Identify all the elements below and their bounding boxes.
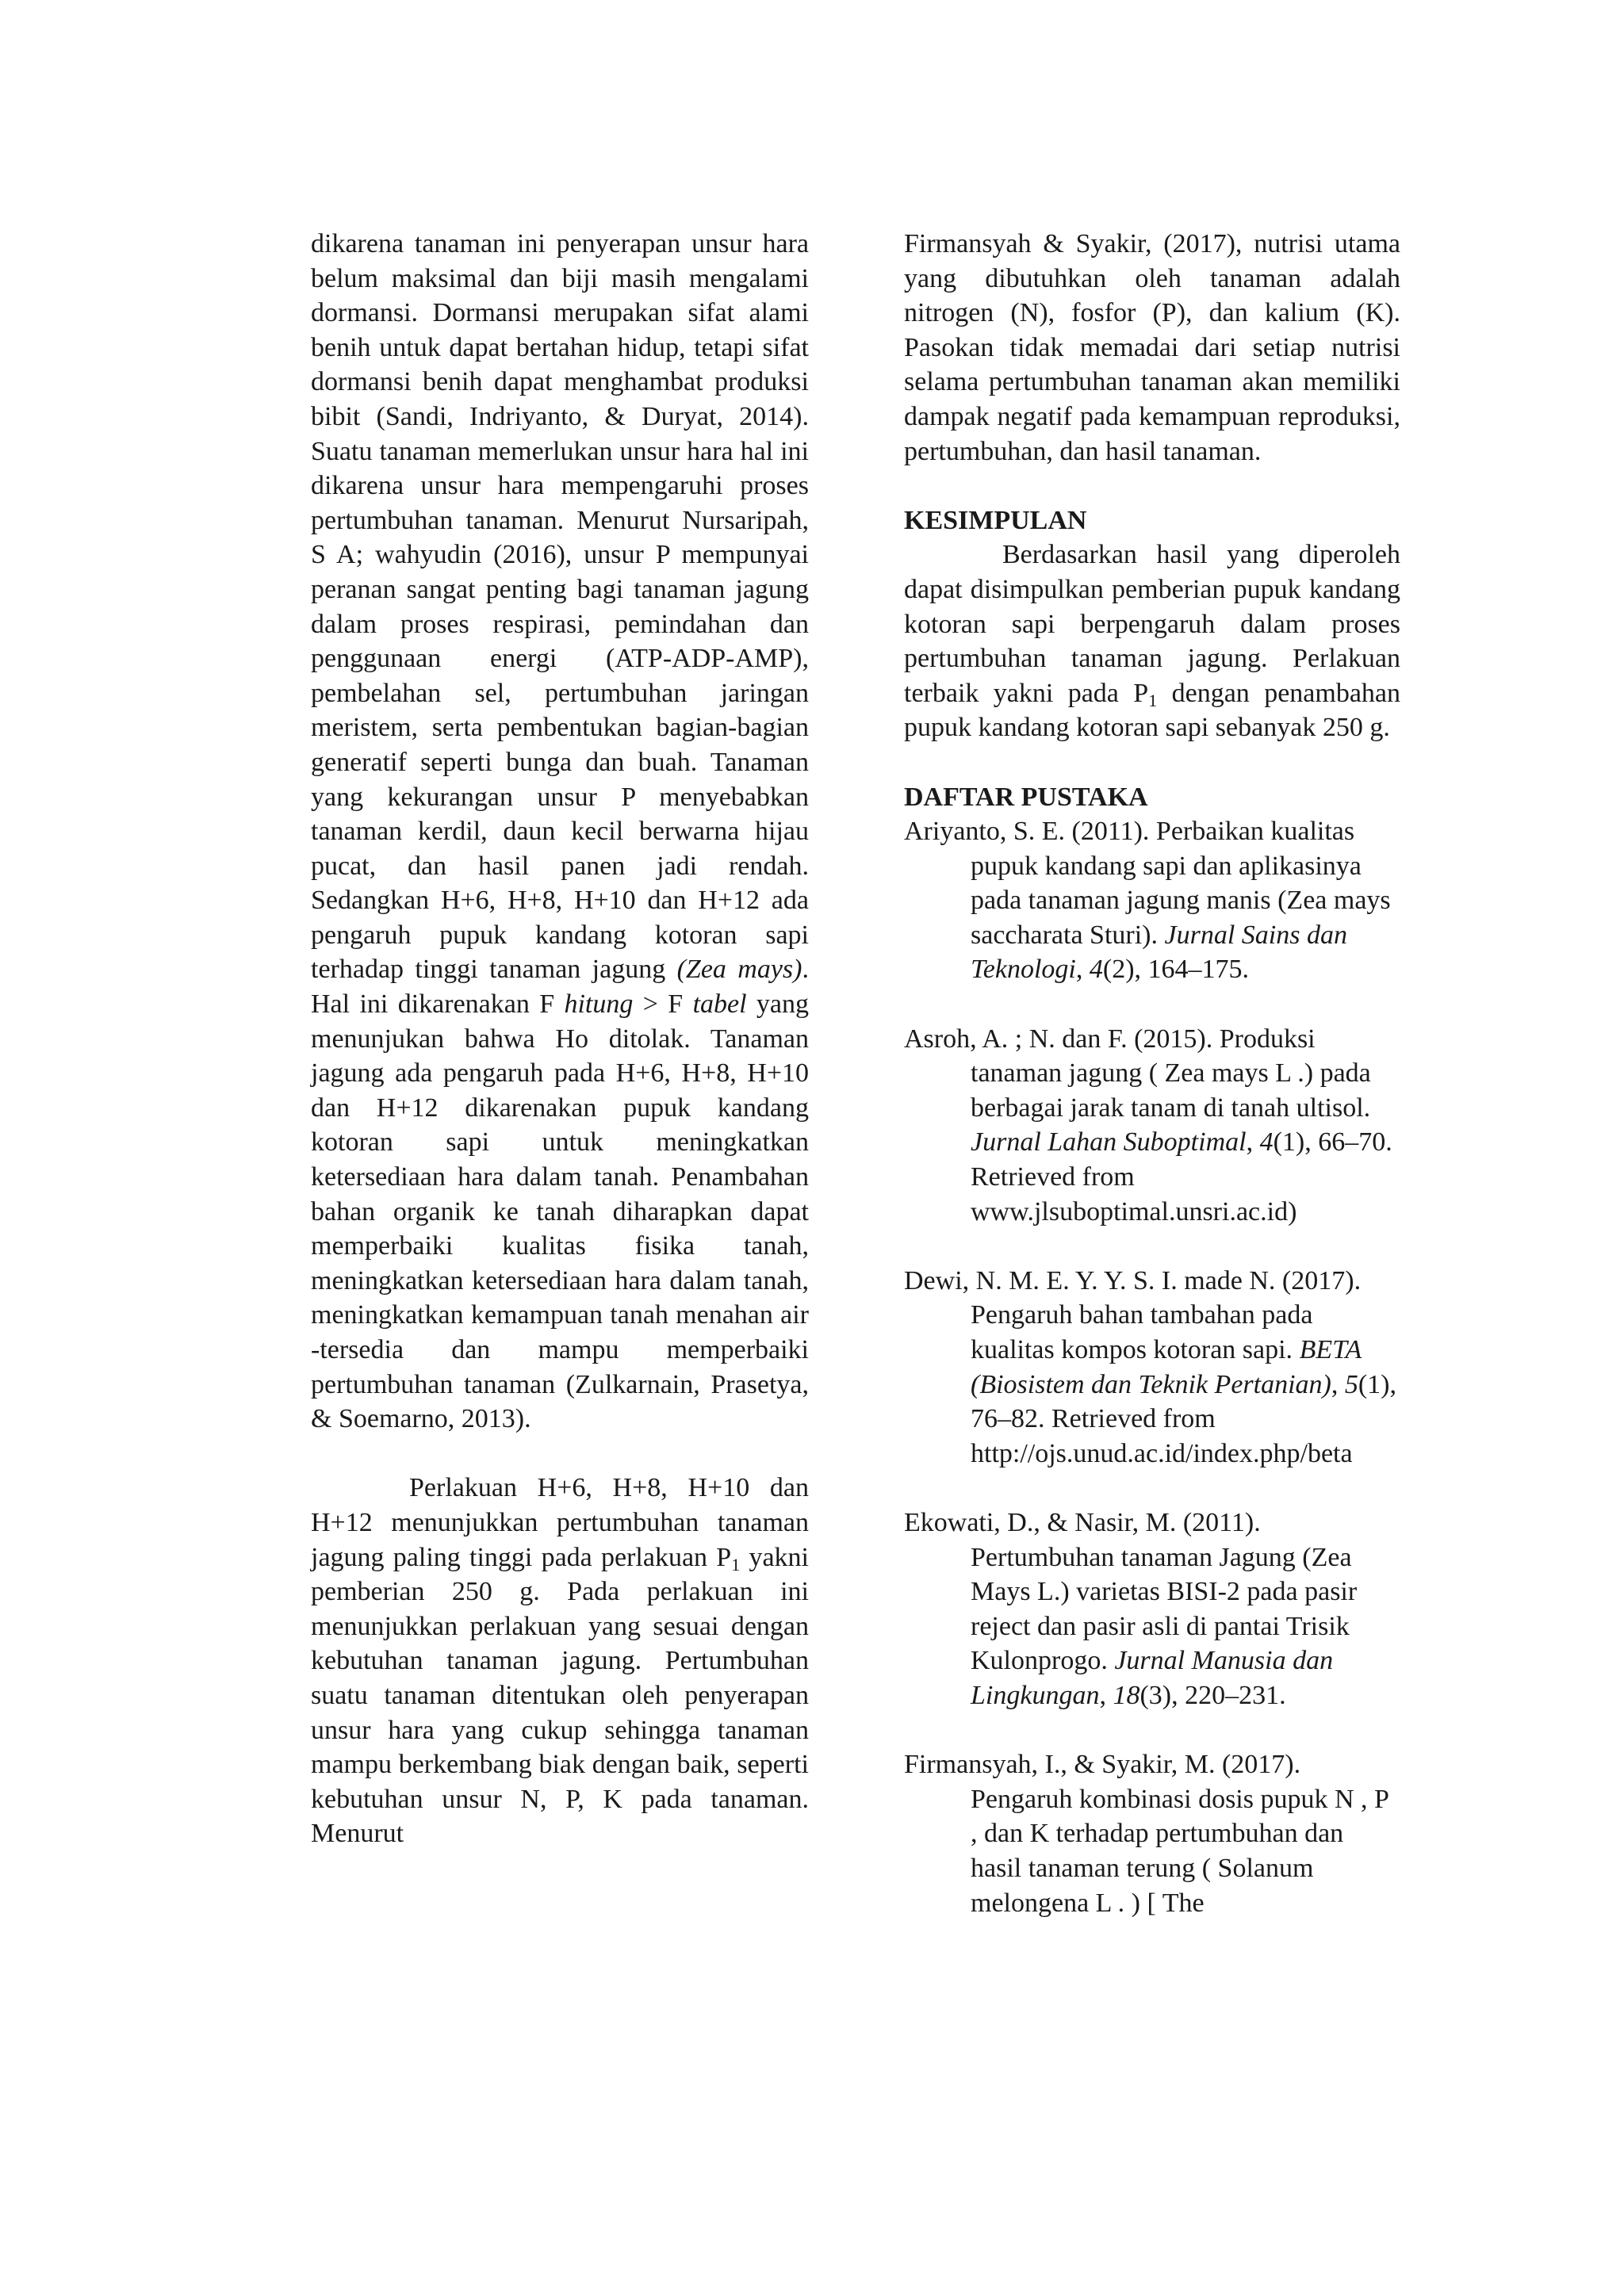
text-run: yang menunjukan bahwa Ho ditolak. Tanaman jagung ada pengaruh pada H+6, H+8, H+10 dan H+12 dikarenakan pupuk kandang kotoran sapi untuk meningkatkan ketersediaan hara dalam tanah. Penambahan bahan organik ke tanah diharapkan dapat memperbaiki kualitas fisika tanah, meningkatkan ketersediaan hara dalam tanah, meningkatkan kemampuan tanah menahan air -tersedia dan mampu memperbaiki pertumbuhan tanaman (Zulkarnain, Prasetya, & Soemarno, 2013). bbox=[311, 989, 809, 1434]
italic-term: hitung bbox=[564, 989, 634, 1020]
paragraph-gap bbox=[904, 745, 1400, 780]
body-paragraph: Firmansyah & Syakir, (2017), nutrisi utama yang dibutuhkan oleh tanaman adalah nitrogen (N), fosfor (P), dan kalium (K). Pasokan tidak memadai dari setiap nutrisi selama pertumbuhan tanaman akan memiliki dampak negatif pada kemampuan reproduksi, pertumbuhan, dan hasil tanaman. bbox=[904, 229, 1400, 466]
text-run: Berdasarkan hasil yang diperoleh dapat disimpulkan pemberian pupuk kandang kotoran sapi berpengaruh dalam proses pertumbuhan tanaman jagung. Perlakuan terbaik yakni pada P bbox=[904, 540, 1400, 708]
journal-volume: 5 bbox=[1344, 1369, 1358, 1399]
text-run: (3), 220–231. bbox=[1139, 1680, 1286, 1710]
text-run: dikarena tanaman ini penyerapan unsur hara belum maksimal dan biji masih mengalami dormansi. Dormansi merupakan sifat alami benih untuk dapat bertahan hidup, tetapi sifat dormansi benih dapat menghambat produksi bibit (Sandi, Indriyanto, & Duryat, 2014). Suatu tanaman memerlukan unsur hara hal ini dikarena unsur hara mempengaruhi proses pertumbuhan tanaman. Menurut Nursaripah, S A; wahyudin (2016), unsur P mempunyai peranan sangat penting bagi tanaman jagung dalam proses respirasi, pemindahan dan penggunaan energi (ATP-ADP-AMP), pembelahan sel, pertumbuhan jaringan meristem, serta pembentukan bagian-bagian generatif seperti bunga dan buah. Tanaman yang kekurangan unsur P menyebabkan tanaman kerdil, daun kecil berwarna hijau pucat, dan hasil panen jadi rendah. Sedangkan H+6, H+8, H+10 dan H+12 ada pengaruh pupuk kandang kotoran sapi terhadap tinggi tanaman jagung bbox=[311, 229, 809, 985]
text-run: , bbox=[1246, 1127, 1260, 1158]
paragraph-gap bbox=[311, 1437, 809, 1471]
text-run: dengan penambahan pupuk kandang kotoran sapi sebanyak 250 g. bbox=[904, 678, 1400, 743]
text-run: Firmansyah, I., & Syakir, M. (2017). Pengaruh kombinasi dosis pupuk N , P , dan K terhadap pertumbuhan dan hasil tanaman terung ( Solanum melongena L . ) [ The bbox=[904, 1750, 1388, 1918]
text-run: yakni pemberian 250 g. Pada perlakuan ini menunjukkan perlakuan yang sesuai dengan kebutuhan tanaman jagung. Pertumbuhan suatu tanaman ditentukan oleh penyerapan unsur hara yang cukup sehingga tanaman mampu berkembang biak dengan baik, seperti kebutuhan unsur N, P, K pada tanaman. Menurut bbox=[311, 1542, 809, 1849]
text-run: (1), 76–82. Retrieved from http://ojs.unud.ac.id/index.php/beta bbox=[971, 1369, 1397, 1468]
paragraph-gap bbox=[904, 469, 1400, 503]
reference-list bbox=[904, 814, 1400, 1920]
reference-entry bbox=[904, 1264, 1400, 1471]
conclusion-paragraph bbox=[904, 538, 1400, 745]
text-run: . Hal ini dikarenakan F bbox=[311, 955, 809, 1020]
body-paragraph bbox=[311, 227, 809, 1437]
text-run: , bbox=[1099, 1680, 1113, 1710]
italic-species-name: (Zea mays) bbox=[676, 955, 802, 985]
text-run: Ariyanto, S. E. (2011). Perbaikan kualitas pupuk kandang sapi dan aplikasinya pada tanaman jagung manis (Zea mays saccharata Sturi). bbox=[904, 817, 1391, 950]
text-run: > F bbox=[633, 989, 693, 1020]
section-heading-daftar-pustaka: DAFTAR PUSTAKA bbox=[904, 782, 1148, 812]
text-run: Perlakuan H+6, H+8, H+10 dan H+12 menunjukkan pertumbuhan tanaman jagung paling tinggi pada perlakuan P bbox=[311, 1473, 809, 1572]
journal-name: Jurnal Manusia dan Lingkungan bbox=[971, 1646, 1334, 1710]
left-column bbox=[311, 227, 809, 1851]
body-paragraph bbox=[311, 1471, 809, 1851]
text-run: , bbox=[1331, 1369, 1345, 1399]
reference-entry bbox=[904, 1022, 1400, 1230]
text-run: Asroh, A. ; N. dan F. (2015). Produksi tanaman jagung ( Zea mays L .) pada berbagai jarak tanam di tanah ultisol. bbox=[904, 1024, 1371, 1123]
section-heading-kesimpulan: KESIMPULAN bbox=[904, 505, 1087, 535]
text-run: (2), 164–175. bbox=[1102, 955, 1250, 985]
journal-name: Jurnal Lahan Suboptimal bbox=[971, 1127, 1247, 1158]
text-run: , bbox=[1075, 955, 1090, 985]
right-column bbox=[904, 227, 1400, 1920]
subscript: 1 bbox=[731, 1554, 741, 1575]
reference-entry bbox=[904, 1747, 1400, 1920]
text-run: Dewi, N. M. E. Y. Y. S. I. made N. (2017). Pengaruh bahan tambahan pada kualitas kompos kotoran sapi. bbox=[904, 1265, 1362, 1364]
subscript: 1 bbox=[1148, 690, 1158, 710]
journal-volume: 4 bbox=[1259, 1127, 1274, 1158]
reference-entry bbox=[904, 1506, 1400, 1713]
text-run: Ekowati, D., & Nasir, M. (2011). Pertumbuhan tanaman Jagung (Zea Mays L.) varietas BISI-2 pada pasir reject dan pasir asli di pantai Trisik Kulonprogo. bbox=[904, 1507, 1358, 1676]
journal-volume: 18 bbox=[1113, 1680, 1140, 1710]
journal-name: Jurnal Sains dan Teknologi bbox=[971, 920, 1347, 985]
reference-entry bbox=[904, 814, 1400, 987]
journal-name: BETA (Biosistem dan Teknik Pertanian) bbox=[971, 1335, 1362, 1399]
journal-volume: 4 bbox=[1089, 955, 1103, 985]
text-run: (1), 66–70. Retrieved from www.jlsuboptimal.unsri.ac.id) bbox=[971, 1127, 1392, 1226]
italic-term: tabel bbox=[692, 989, 747, 1020]
